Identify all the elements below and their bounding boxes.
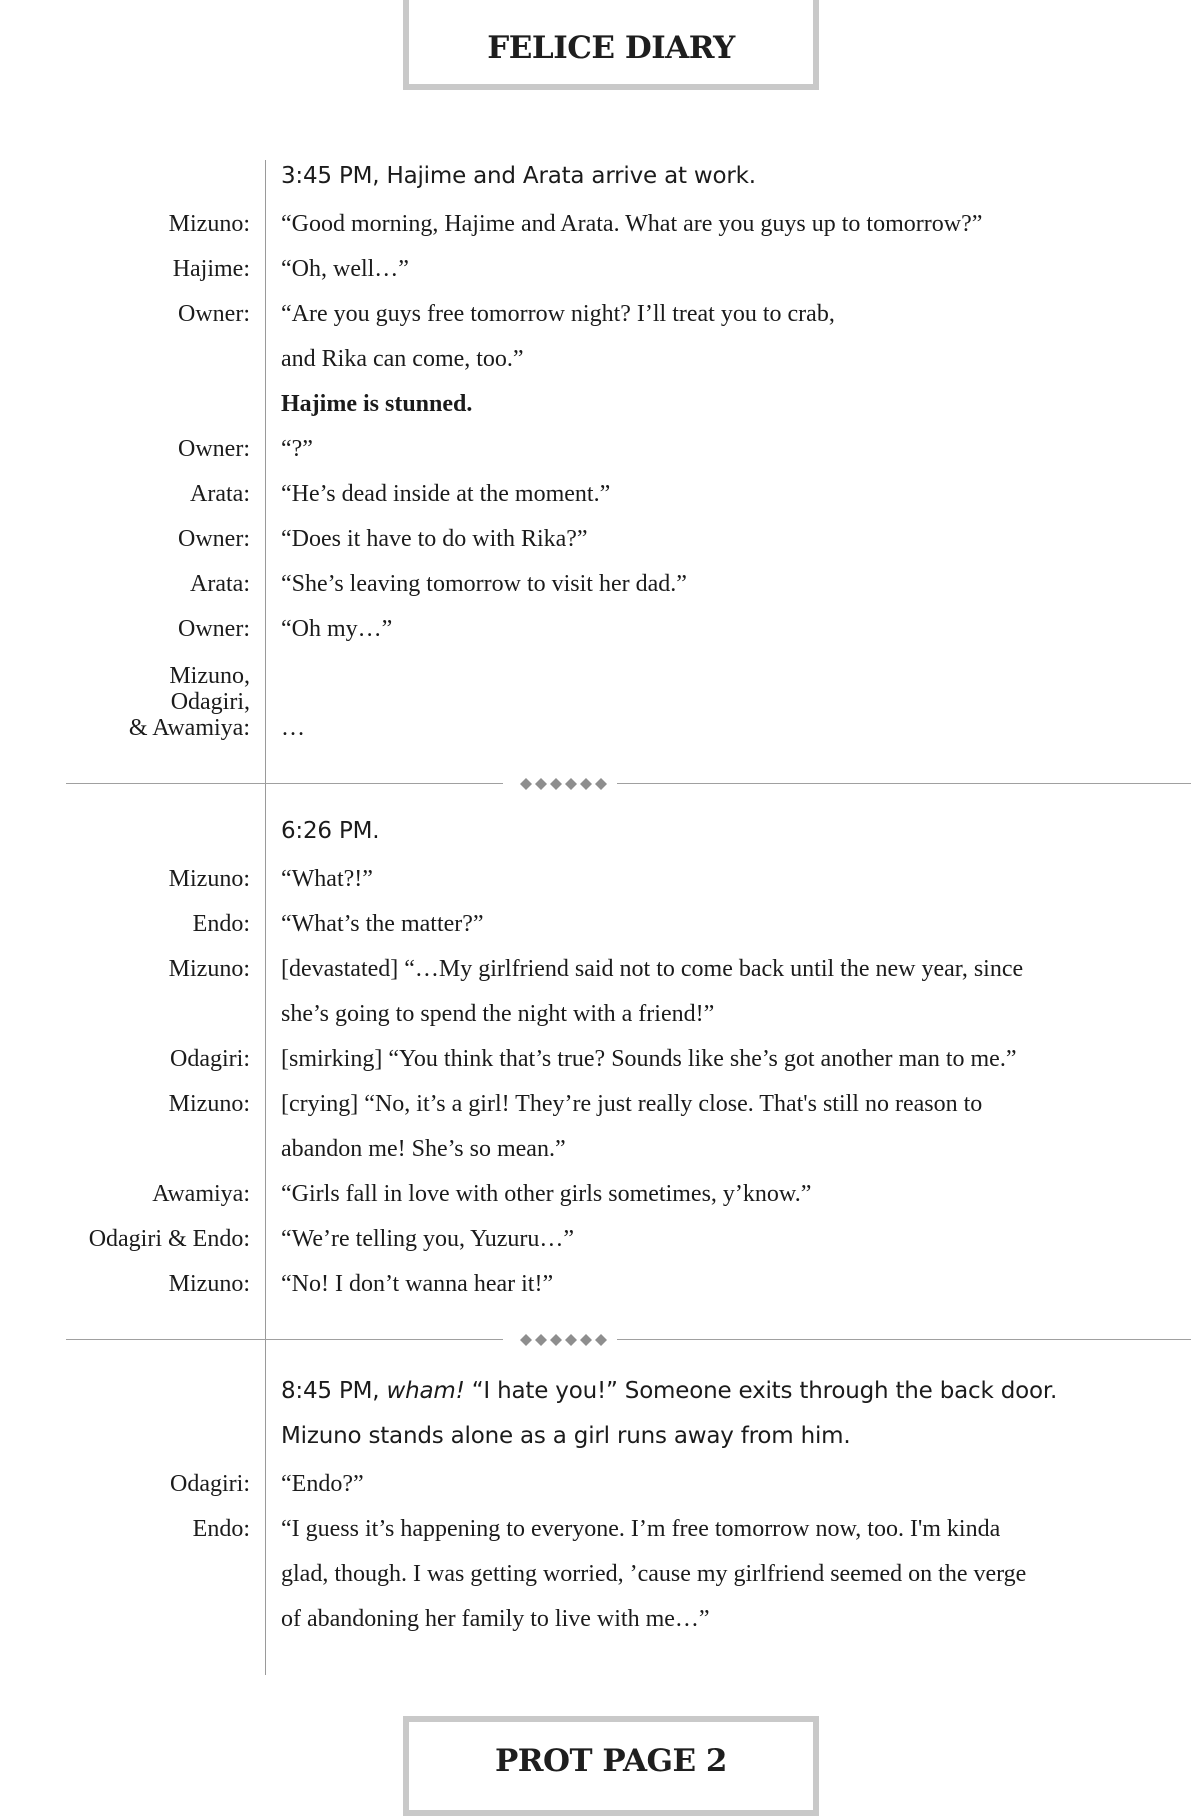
speaker-label: Mizuno: <box>168 1271 250 1297</box>
speaker-label: Owner: <box>178 301 250 327</box>
dialogue-text: “She’s leaving tomorrow to visit her dad.” <box>281 571 687 597</box>
divider-rule-right <box>617 783 1191 784</box>
section-heading-line-2: Mizuno stands alone as a girl runs away from him. <box>281 1423 851 1449</box>
dialogue-text: “No! I don’t wanna hear it!” <box>281 1271 554 1297</box>
dialogue-text: “What’s the matter?” <box>281 911 484 937</box>
stage-direction-text: Hajime is stunned. <box>281 391 473 417</box>
page-header <box>403 0 819 90</box>
speaker-label: Endo: <box>192 911 250 937</box>
vertical-rule <box>265 160 266 1675</box>
dialogue-text: “Oh, well…” <box>281 256 409 282</box>
section-heading <box>281 1378 1057 1405</box>
group-speaker-2: Odagiri, <box>170 689 250 715</box>
heading-sound-effect: wham! <box>386 1378 465 1404</box>
dialogue-text: of abandoning her family to live with me…” <box>281 1606 710 1632</box>
speaker-label: Awamiya: <box>152 1181 250 1207</box>
speaker-label: Endo: <box>192 1516 250 1542</box>
dialogue-text: “Oh my…” <box>281 616 393 642</box>
dialogue-text: [crying] “No, it’s a girl! They’re just really close. That's still no reason to <box>281 1091 983 1117</box>
footer-title: PROT PAGE 2 <box>494 1743 727 1779</box>
speaker-label: Hajime: <box>172 256 250 282</box>
dialogue-text: “Does it have to do with Rika?” <box>281 526 588 552</box>
group-speaker-1: Mizuno, <box>169 663 250 689</box>
speaker-label: Odagiri: <box>170 1046 250 1072</box>
group-speaker-3: & Awamiya: <box>128 715 250 741</box>
dialogue-text: she’s going to spend the night with a friend!” <box>281 1001 715 1027</box>
speaker-label: Odagiri & Endo: <box>88 1226 250 1252</box>
dialogue-text: “?” <box>281 436 313 462</box>
dialogue-text: [smirking] “You think that’s true? Sounds like she’s got another man to me.” <box>281 1046 1017 1072</box>
section-heading: 6:26 PM. <box>281 818 380 844</box>
dialogue-text: “We’re telling you, Yuzuru…” <box>281 1226 575 1252</box>
dialogue-text: glad, though. I was getting worried, ’cause my girlfriend seemed on the verge <box>281 1561 1027 1587</box>
dialogue-text: “Are you guys free tomorrow night? I’ll treat you to crab, <box>281 301 835 327</box>
speaker-label: Arata: <box>190 481 250 507</box>
speaker-label: Arata: <box>190 571 250 597</box>
speaker-label: Owner: <box>178 526 250 552</box>
dialogue-text: “What?!” <box>281 866 373 892</box>
dialogue-text: and Rika can come, too.” <box>281 346 524 372</box>
heading-rest: “I hate you!” Someone exits through the back door. <box>464 1378 1058 1404</box>
speaker-label: Mizuno: <box>168 866 250 892</box>
header-title: FELICE DIARY <box>487 30 735 66</box>
page-footer <box>403 1716 819 1816</box>
dialogue-text: [devastated] “…My girlfriend said not to come back until the new year, since <box>281 956 1024 982</box>
heading-time: 8:45 PM, <box>281 1378 387 1404</box>
speaker-label: Owner: <box>178 436 250 462</box>
dialogue-text: … <box>281 715 305 741</box>
diamond-ornament-icon <box>518 777 608 791</box>
speaker-label: Mizuno: <box>168 211 250 237</box>
speaker-label: Mizuno: <box>168 956 250 982</box>
divider-rule-left <box>66 783 503 784</box>
divider-rule-left <box>66 1339 503 1340</box>
dialogue-text: “Girls fall in love with other girls sometimes, y’know.” <box>281 1181 812 1207</box>
dialogue-text: “I guess it’s happening to everyone. I’m free tomorrow now, too. I'm kinda <box>281 1516 1001 1542</box>
divider-rule-right <box>617 1339 1191 1340</box>
speaker-label: Mizuno: <box>168 1091 250 1117</box>
section-heading: 3:45 PM, Hajime and Arata arrive at work. <box>281 163 756 189</box>
speaker-label: Owner: <box>178 616 250 642</box>
dialogue-text: abandon me! She’s so mean.” <box>281 1136 566 1162</box>
diamond-ornament-icon <box>518 1333 608 1347</box>
dialogue-text: “Good morning, Hajime and Arata. What are you guys up to tomorrow?” <box>281 211 983 237</box>
section-divider <box>66 774 1191 794</box>
dialogue-text: “He’s dead inside at the moment.” <box>281 481 611 507</box>
section-divider <box>66 1330 1191 1350</box>
dialogue-text: “Endo?” <box>281 1471 364 1497</box>
speaker-label: Odagiri: <box>170 1471 250 1497</box>
